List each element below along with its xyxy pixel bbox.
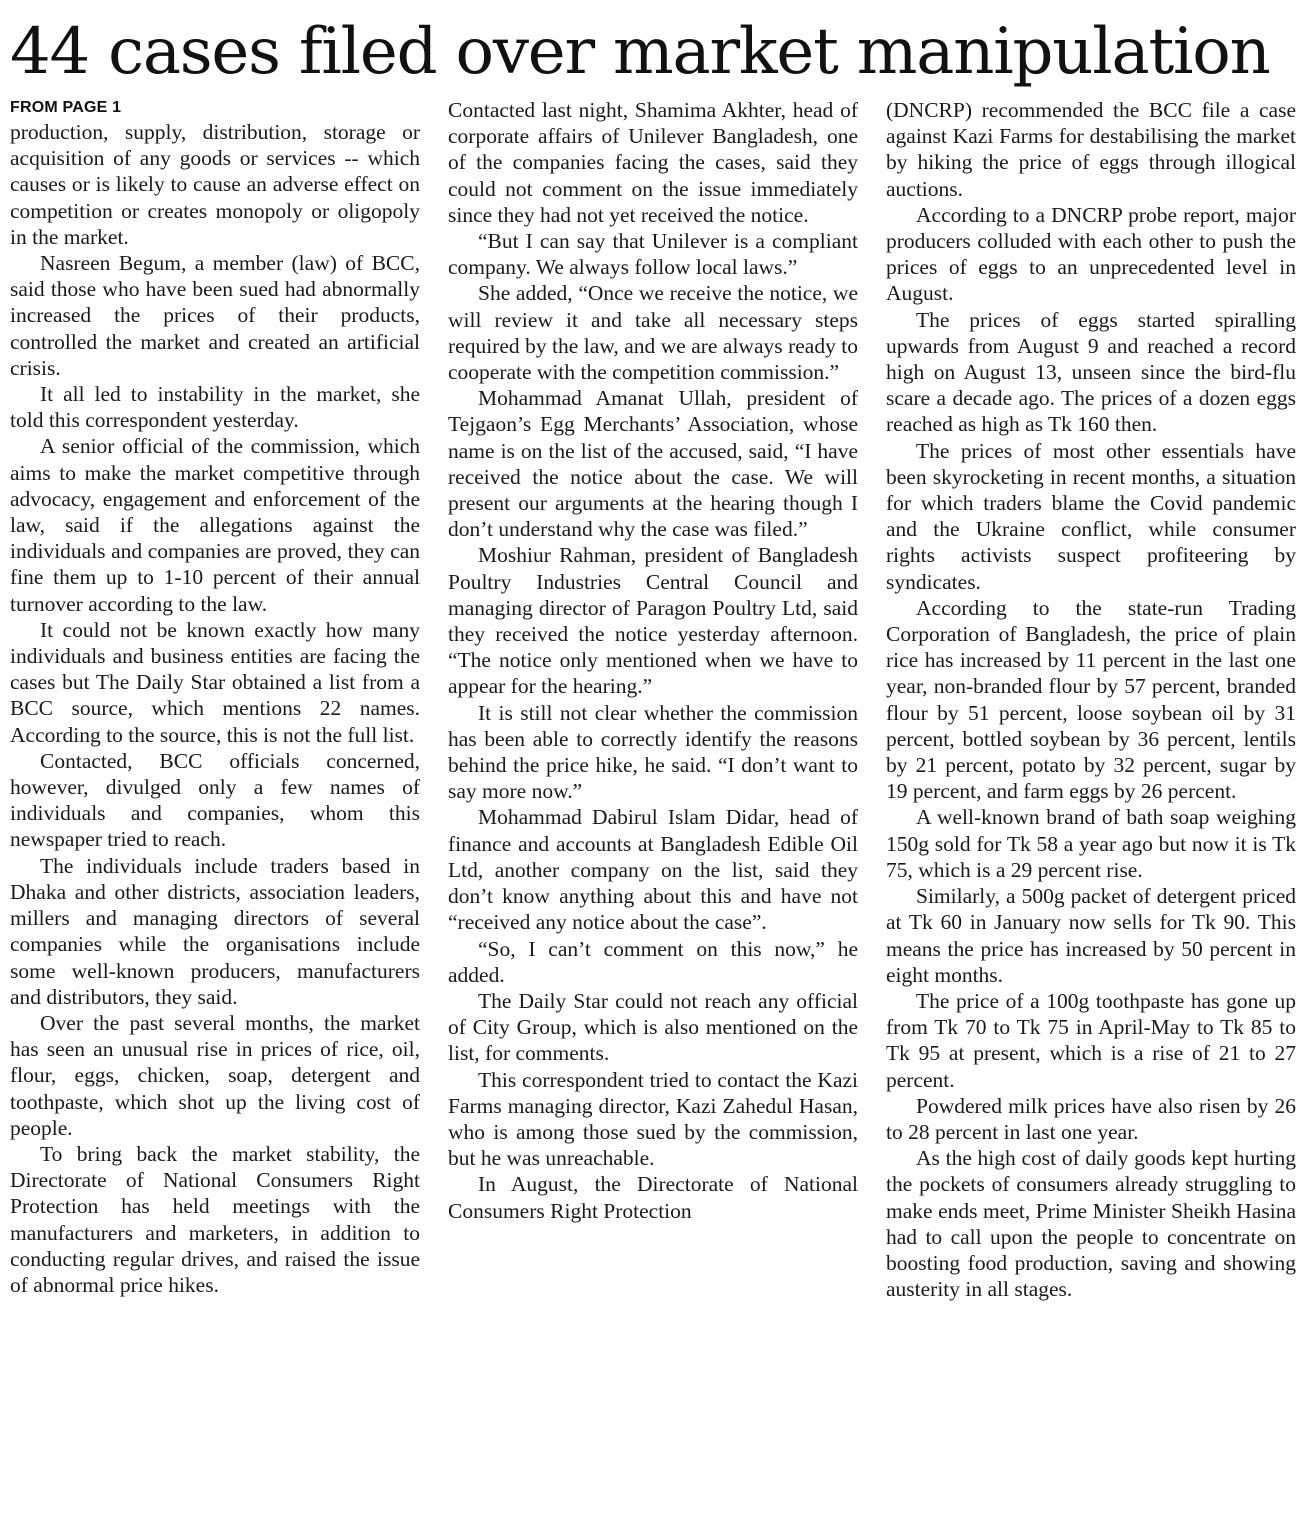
paragraph: Mohammad Amanat Ullah, president of Tejgaon’s Egg Merchants’ Association, whose name is on the list of the accused, said, “I have received the notice about the case. We will present our arguments at the hearing though I don’t understand why the case was filed.” [448,386,858,542]
paragraph: Contacted last night, Shamima Akhter, head of corporate affairs of Unilever Bangladesh, one of the companies facing the cases, said they could not comment on the issue immediately since they had not yet received the notice. [448,98,858,227]
paragraph: She added, “Once we receive the notice, we will review it and take all necessary steps required by the law, and we are always ready to cooperate with the competition commission.” [448,281,858,385]
paragraph: Contacted, BCC officials concerned, however, divulged only a few names of individuals and companies, whom this newspaper tried to reach. [10,748,420,852]
paragraph: According to the state-run Trading Corporation of Bangladesh, the price of plain rice has increased by 11 percent in the last one year, non-branded flour by 57 percent, branded flour by 51 percent, loose soybean oil by 31 percent, bottled soybean by 36 percent, lentils by 21 percent, potato by 32 percent, sugar by 19 percent, and farm eggs by 26 percent. [886,595,1296,804]
paragraph: (DNCRP) recommended the BCC file a case against Kazi Farms for destabilising the market by hiking the price of eggs through illogical auctions. [886,98,1296,201]
paragraph: Powdered milk prices have also risen by 26 to 28 percent in last one year. [886,1093,1296,1144]
paragraph: A senior official of the commission, which aims to make the market competitive through advocacy, engagement and enforcement of the law, said if the allegations against the individuals and companies are proved, they can fine them up to 1-10 percent of their annual turnover according to the law. [10,434,420,616]
paragraph: To bring back the market stability, the Directorate of National Consumers Right Protection has held meetings with the manufacturers and marketers, in addition to conducting regular drives, and raised the issue of abnormal price hikes. [10,1141,420,1297]
continuation-kicker: FROM PAGE 1 [10,99,122,116]
paragraph: It could not be known exactly how many individuals and business entities are facing the cases but The Daily Star obtained a list from a BCC source, which mentions 22 names. According to the source, this is not the full list. [10,617,420,747]
paragraph: The prices of eggs started spiralling upwards from August 9 and reached a record high on August 13, unseen since the bird-flu scare a decade ago. The prices of a dozen eggs reached as high as Tk 160 then. [886,307,1296,437]
paragraph: Mohammad Dabirul Islam Didar, head of finance and accounts at Bangladesh Edible Oil Ltd, another company on the list, said they don’t know anything about this and have not “received any notice about the case”. [448,805,858,935]
paragraph: Similarly, a 500g packet of detergent priced at Tk 60 in January now sells for Tk 90. This means the price has increased by 50 percent in eight months. [886,884,1296,987]
paragraph: In August, the Directorate of National Consumers Right Protection [448,1172,858,1223]
paragraph: production, supply, distribution, storage or acquisition of any goods or services -- which causes or is likely to cause an adverse effect on competition or creates monopoly or oligopoly in the market. [10,120,420,249]
paragraph: The individuals include traders based in Dhaka and other districts, association leaders, millers and managing directors of several companies while the organisations include some well-known producers, manufacturers and distributors, they said. [10,853,420,1009]
paragraph: A well-known brand of bath soap weighing 150g sold for Tk 58 a year ago but now it is Tk 75, which is a 29 percent rise. [886,805,1296,882]
article-column-3 [886,97,1296,1509]
paragraph: The prices of most other essentials have been skyrocketing in recent months, a situation for which traders blame the Covid pandemic and the Ukraine conflict, while consumer rights activists suspect profiteering by syndicates. [886,438,1296,594]
headline: 44 cases filed over market manipulation [10,15,1270,89]
paragraph: It is still not clear whether the commission has been able to correctly identify the reasons behind the price hike, he said. “I don’t want to say more now.” [448,700,858,804]
article-column-2 [448,97,858,1509]
article-column-1 [10,97,420,1509]
paragraph: The price of a 100g toothpaste has gone up from Tk 70 to Tk 75 in April-May to Tk 85 to Tk 95 at present, which is a rise of 21 to 27 percent. [886,988,1296,1092]
paragraph: According to a DNCRP probe report, major producers colluded with each other to push the prices of eggs to an unprecedented level in August. [886,202,1296,306]
paragraph: Nasreen Begum, a member (law) of BCC, said those who have been sued had abnormally increased the prices of their products, controlled the market and created an artificial crisis. [10,251,420,380]
paragraph: This correspondent tried to contact the Kazi Farms managing director, Kazi Zahedul Hasan, who is among those sued by the commission, but he was unreachable. [448,1067,858,1171]
paragraph: “But I can say that Unilever is a compliant company. We always follow local laws.” [448,229,858,280]
paragraph: “So, I can’t comment on this now,” he added. [448,936,858,987]
paragraph: Moshiur Rahman, president of Bangladesh Poultry Industries Central Council and managing director of Paragon Poultry Ltd, said they received the notice yesterday afternoon. “The notice only mentioned when we have to appear for the hearing.” [448,543,858,699]
paragraph: Over the past several months, the market has seen an unusual rise in prices of rice, oil, flour, eggs, chicken, soap, detergent and toothpaste, which shot up the living cost of people. [10,1010,420,1140]
paragraph: It all led to instability in the market, she told this correspondent yesterday. [10,382,420,433]
paragraph: The Daily Star could not reach any official of City Group, which is also mentioned on the list, for comments. [448,988,858,1066]
paragraph: As the high cost of daily goods kept hurting the pockets of consumers already struggling to make ends meet, Prime Minister Sheikh Hasina had to call upon the people to concentrate on boosting food production, saving and showing austerity in all stages. [886,1146,1296,1302]
